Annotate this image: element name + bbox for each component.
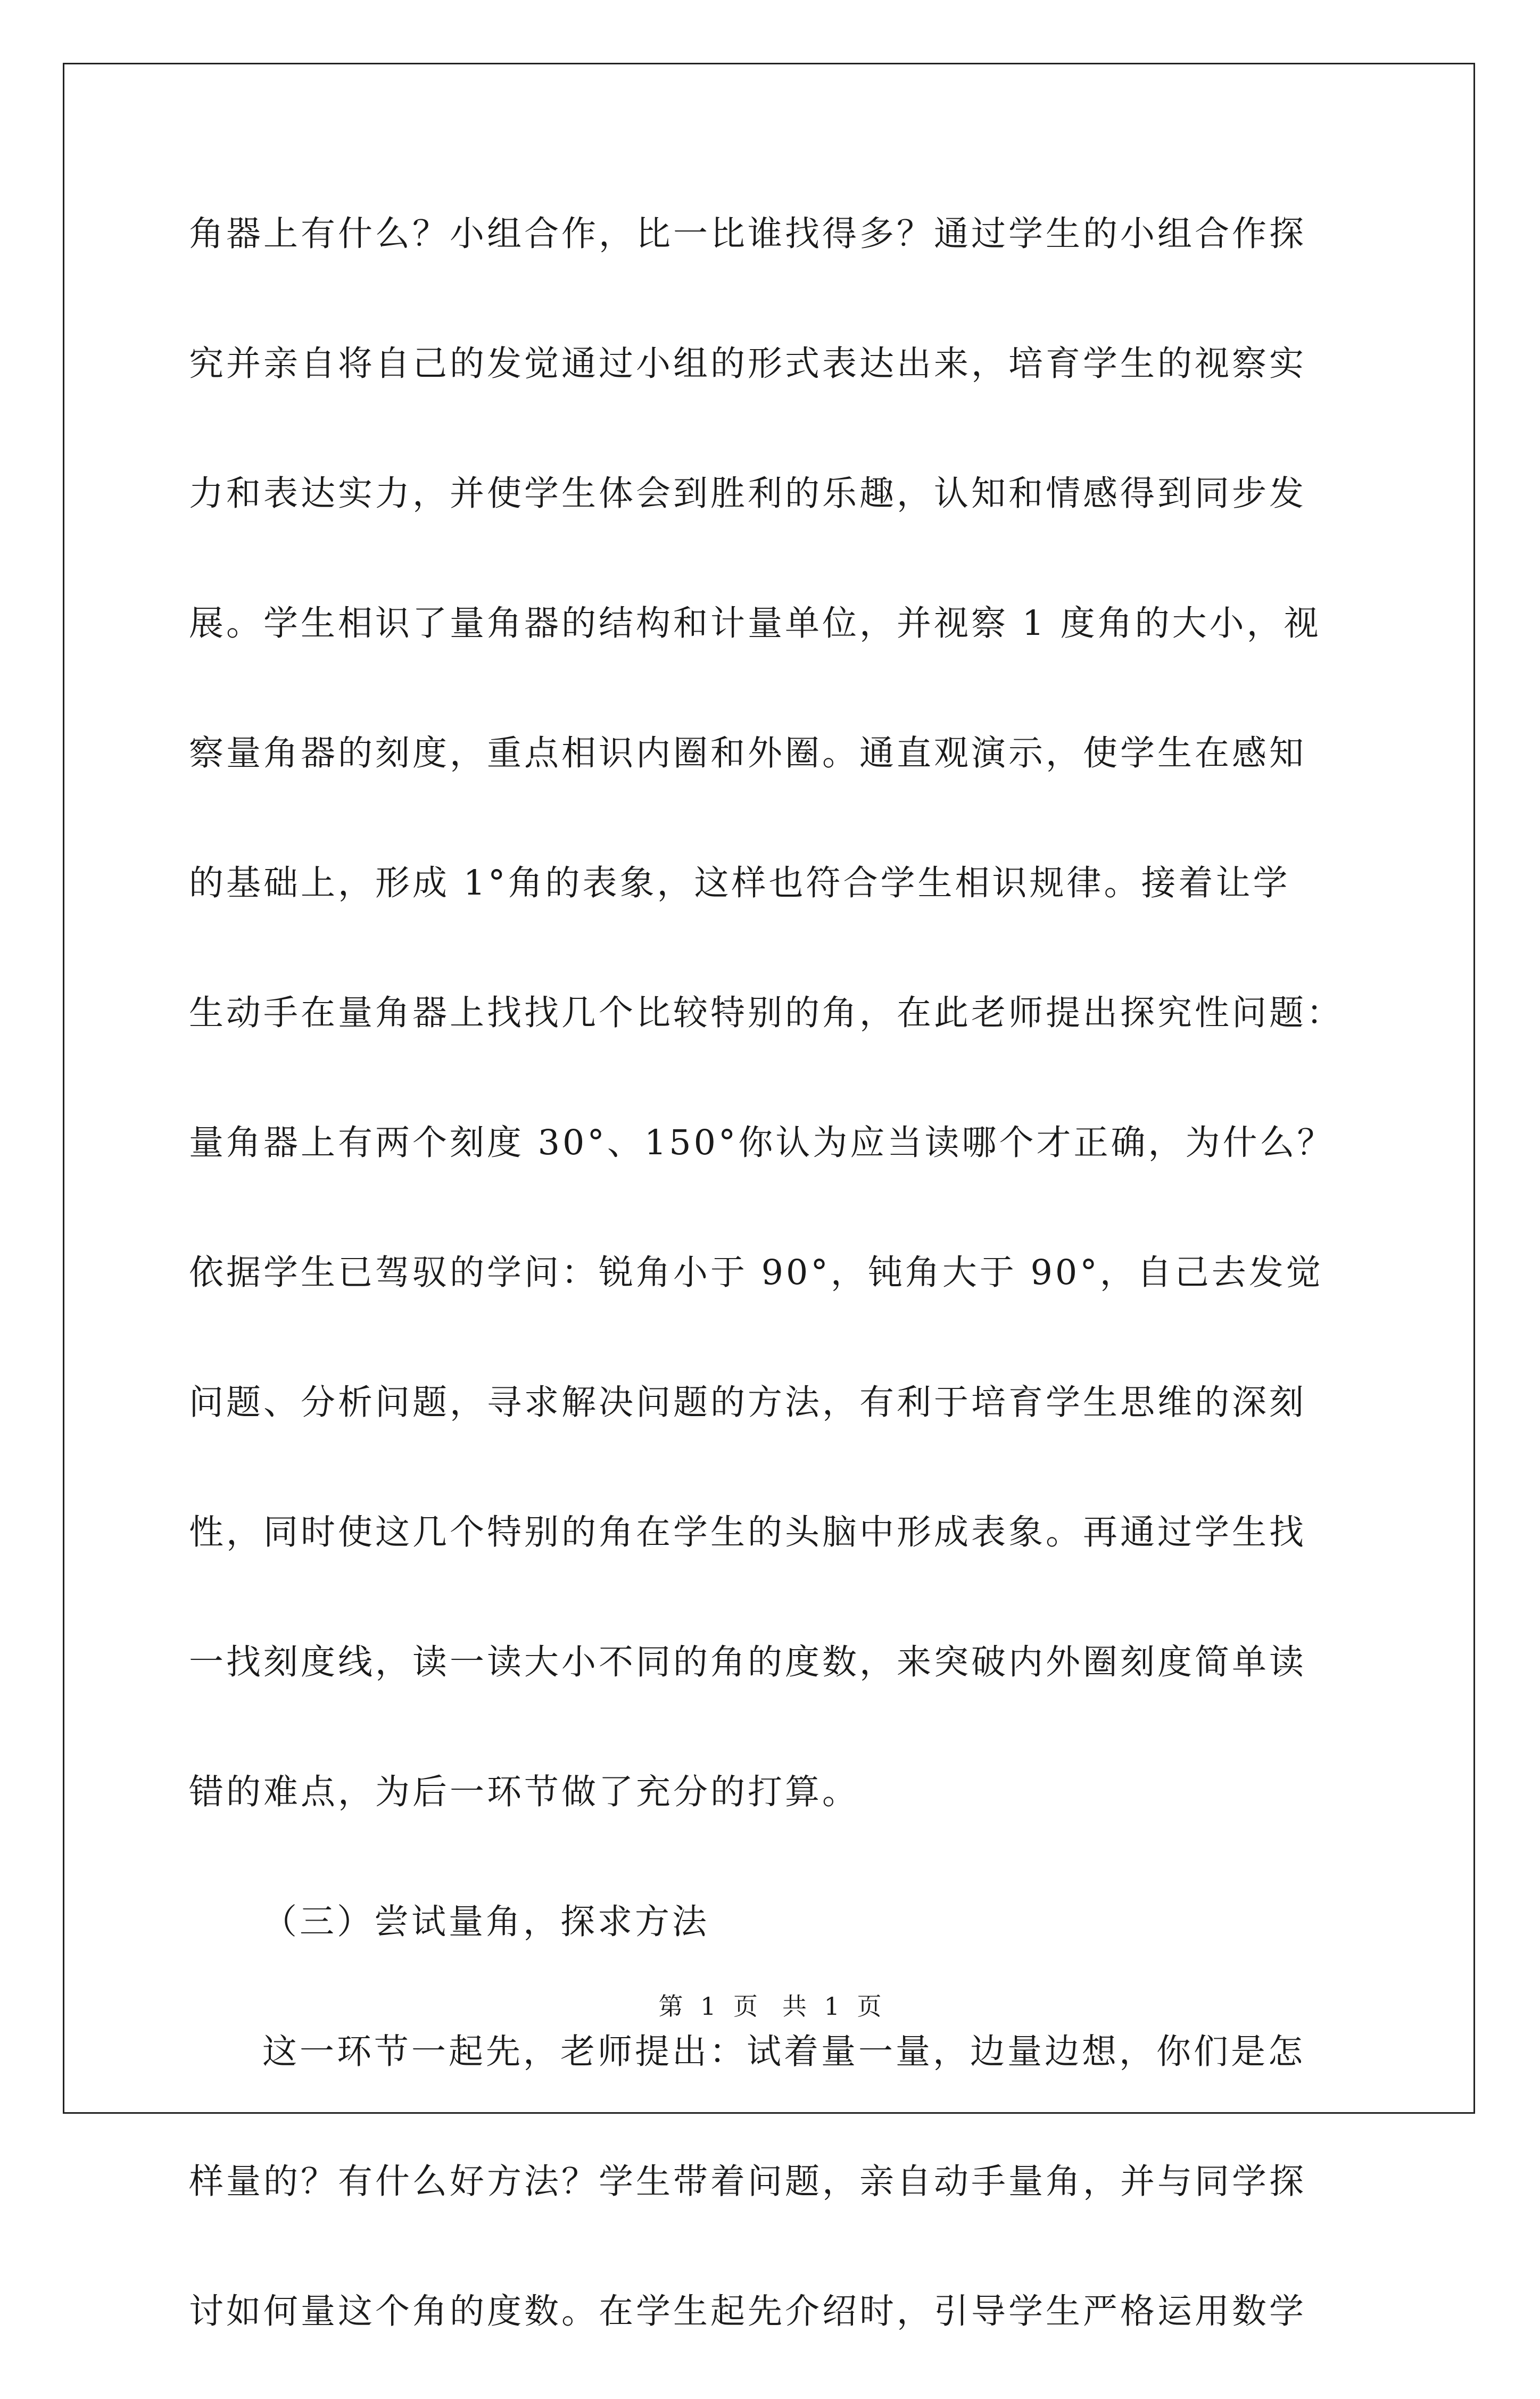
text-line: 察量角器的刻度，重点相识内圈和外圈。通直观演示，使学生在感知 bbox=[189, 733, 1307, 773]
document-body bbox=[189, 192, 1357, 2399]
text-line: 究并亲自将自己的发觉通过小组的形式表达出来，培育学生的视察实 bbox=[189, 344, 1307, 384]
text-line: 力和表达实力，并使学生体会到胜利的乐趣，认知和情感得到同步发 bbox=[189, 474, 1307, 514]
text-line: 依据学生已驾驭的学问：锐角小于 90°，钝角大于 90°，自己去发觉 bbox=[189, 1253, 1323, 1293]
text-line: 角器上有什么？小组合作，比一比谁找得多？通过学生的小组合作探 bbox=[189, 214, 1307, 254]
text-line: 生动手在量角器上找找几个比较特别的角，在此老师提出探究性问题： bbox=[189, 993, 1344, 1033]
paragraph-first-line: 这一环节一起先，老师提出：试着量一量，边量边想，你们是怎 bbox=[262, 2032, 1306, 2072]
text-line: 量角器上有两个刻度 30°、150°你认为应当读哪个才正确，为什么？ bbox=[189, 1123, 1335, 1163]
section-heading: （三）尝试量角，探求方法 bbox=[262, 1902, 710, 1942]
page-footer: 第 1 页 共 1 页 bbox=[658, 1992, 882, 2021]
text-line: 讨如何量这个角的度数。在学生起先介绍时，引导学生严格运用数学 bbox=[189, 2292, 1307, 2331]
text-line: 性，同时使这几个特别的角在学生的头脑中形成表象。再通过学生找 bbox=[189, 1512, 1307, 1552]
text-line: 样量的？有什么好方法？学生带着问题，亲自动手量角，并与同学探 bbox=[189, 2162, 1307, 2202]
text-line: 展。学生相识了量角器的结构和计量单位，并视察 1 度角的大小，视 bbox=[189, 603, 1321, 643]
text-line: 一找刻度线，读一读大小不同的角的度数，来突破内外圈刻度简单读 bbox=[189, 1642, 1307, 1682]
text-line: 错的难点，为后一环节做了充分的打算。 bbox=[189, 1772, 860, 1812]
text-line: 问题、分析问题，寻求解决问题的方法，有利于培育学生思维的深刻 bbox=[189, 1383, 1307, 1422]
text-line: 的基础上，形成 1°角的表象，这样也符合学生相识规律。接着让学 bbox=[189, 863, 1290, 903]
